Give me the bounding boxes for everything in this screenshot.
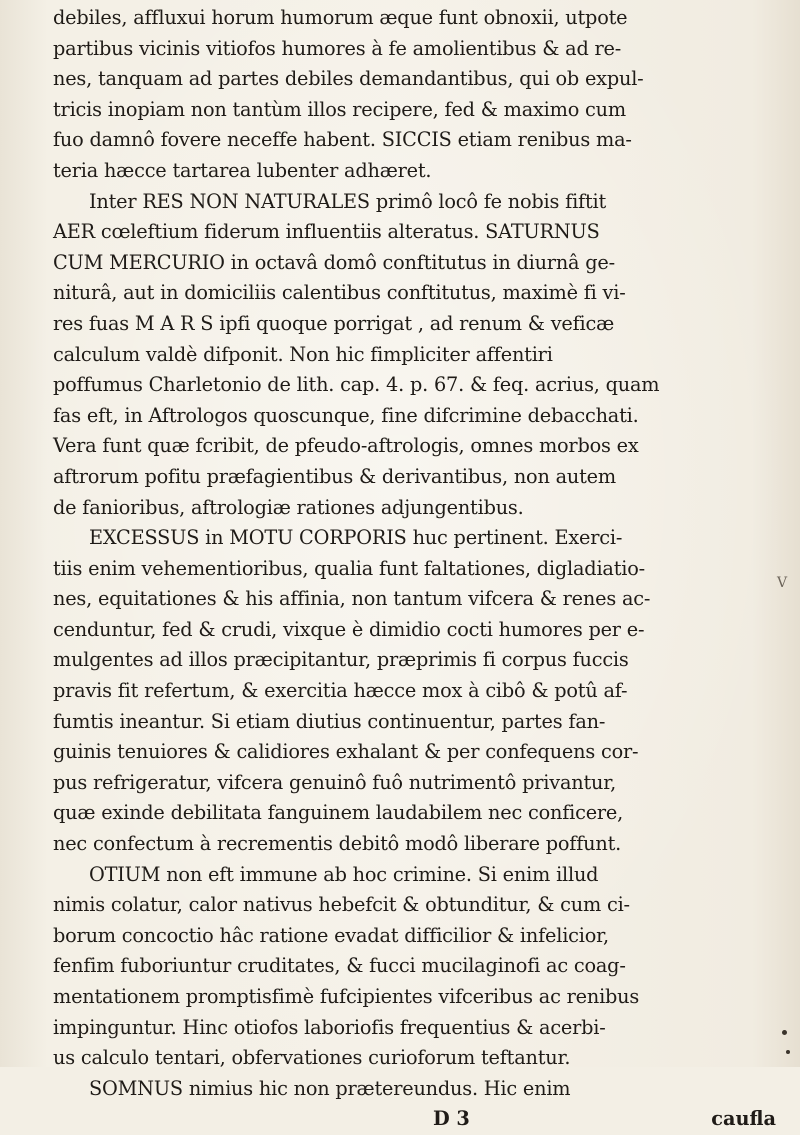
margin-mark: V xyxy=(777,575,788,591)
text-line: nes, tanquam ad partes debiles demandantibus, qui ob expul- xyxy=(53,67,644,91)
text-line: guinis tenuiores & calidiores exhalant & per confequens cor- xyxy=(53,740,639,764)
text-line: res fuas M A R S ipfi quoque porrigat , ad renum & veficæ xyxy=(53,311,615,335)
text-line: teria hæcce tartarea lubenter adhæret. xyxy=(53,158,432,182)
paragraph-start-line: EXCESSUS in MOTU CORPORIS huc pertinent. Exerci- xyxy=(89,526,623,550)
signature-mark: D 3 xyxy=(433,1107,470,1131)
text-line: impinguntur. Hinc otiofos laboriofis frequentius & acerbi- xyxy=(53,1015,606,1039)
text-line: partibus vicinis vitiofos humores à fe amolientibus & ad re- xyxy=(53,36,622,60)
text-line: borum concoctio hâc ratione evadat difficilior & infelicior, xyxy=(53,923,609,947)
text-line: nes, equitationes & his affinia, non tantum vifcera & renes ac- xyxy=(53,587,651,611)
paragraph-start-line: OTIUM non eft immune ab hoc crimine. Si enim illud xyxy=(89,862,599,886)
text-line: tiis enim vehementioribus, qualia funt faltationes, digladiatio- xyxy=(53,556,645,580)
text-line: fenfim fuboriuntur cruditates, & fucci mucilaginofi ac coag- xyxy=(53,954,626,978)
text-line: Vera funt quæ fcribit, de pfeudo-aftrologis, omnes morbos ex xyxy=(53,434,639,458)
text-line: calculum valdè difponit. Non hic fimpliciter affentiri xyxy=(53,342,553,366)
text-line: poffumus Charletonio de lith. cap. 4. p. 67. & feq. acrius, quam xyxy=(53,373,660,397)
text-line: aftrorum pofitu præfagientibus & derivantibus, non autem xyxy=(53,464,616,488)
text-line: CUM MERCURIO in octavâ domô conftitutus in diurnâ ge- xyxy=(53,250,615,274)
text-line: pus refrigeratur, vifcera genuinô fuô nutrimentô privantur, xyxy=(53,770,617,794)
paragraph-start-line: SOMNUS nimius hic non prætereundus. Hic enim xyxy=(89,1076,571,1100)
ink-speck xyxy=(786,1050,790,1054)
text-line: debiles, affluxui horum humorum æque funt obnoxii, utpote xyxy=(53,6,628,29)
text-line: pravis fit refertum, & exercitia hæcce mox à cibô & potû af- xyxy=(53,679,628,703)
text-block xyxy=(53,3,788,1135)
text-line: quæ exinde debilitata fanguinem laudabilem nec conficere, xyxy=(53,801,624,825)
text-line: fuo damnô fovere neceffe habent. SICCIS etiam renibus ma- xyxy=(53,128,632,152)
text-line: niturâ, aut in domiciliis calentibus conftitutus, maximè fi vi- xyxy=(53,281,626,305)
text-line: de fanioribus, aftrologiæ rationes adjungentibus. xyxy=(53,495,524,519)
text-line: us calculo tentari, obfervationes curioforum teftantur. xyxy=(53,1046,571,1070)
paragraph-start-line: Inter RES NON NATURALES primô locô fe nobis fiftit xyxy=(89,189,607,213)
page-footer xyxy=(53,1104,788,1135)
text-line: AER cœleftium fiderum influentiis alteratus. SATURNUS xyxy=(53,220,600,244)
text-line: mulgentes ad illos præcipitantur, præprimis fi corpus fuccis xyxy=(53,648,629,672)
text-line: cenduntur, fed & crudi, vixque è dimidio cocti humores per e- xyxy=(53,617,645,641)
text-line: fumtis ineantur. Si etiam diutius continuentur, partes fan- xyxy=(53,709,606,733)
text-line: nimis colatur, calor nativus hebefcit & obtunditur, & cum ci- xyxy=(53,893,630,917)
text-line: nec confectum à recrementis debitô modô liberare poffunt. xyxy=(53,832,622,856)
text-line: mentationem promptisfimè fufcipientes vifceribus ac renibus xyxy=(53,985,640,1008)
ink-speck xyxy=(782,1030,787,1035)
text-line: fas eft, in Aftrologos quoscunque, fine difcrimine debacchati. xyxy=(53,403,639,427)
catchword: caufla xyxy=(711,1107,776,1131)
text-line: tricis inopiam non tantùm illos recipere, fed & maximo cum xyxy=(53,97,626,121)
